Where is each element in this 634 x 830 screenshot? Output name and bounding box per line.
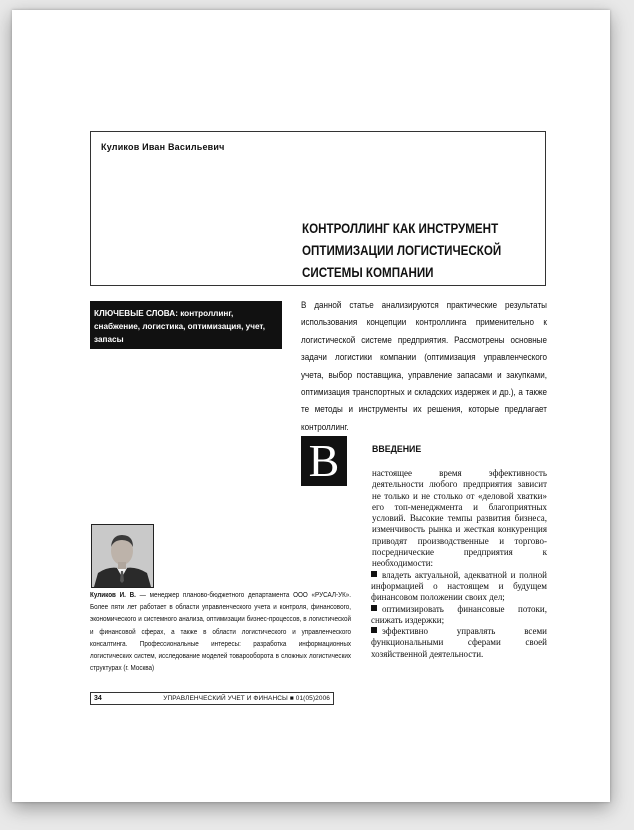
keywords-label: КЛЮЧЕВЫЕ СЛОВА: — [94, 309, 178, 318]
abstract-text: В данной статье анализируются практические результаты использования концепции контроллинга применительно к логистической системе предприятия. Рассмотрены основные задачи логистики компании (оптимизация управленческого учета, выбор поставщика, управление запасами и закупками, оптимизация транспортных и складских издержек и др.), а также те методы и инструменты их решения, которые предлагает контроллинг. — [301, 299, 547, 432]
drop-cap: В — [301, 436, 347, 486]
bullet-text-3: эффективно управлять всеми функциональными сферами своей хозяйственной деятельности. — [371, 626, 547, 659]
page-footer — [90, 692, 334, 705]
title-line-1: КОНТРОЛЛИНГ КАК ИНСТРУМЕНТ — [302, 221, 499, 236]
keywords-text: контроллинг, снабжение, логистика, оптимизация, учет, запасы — [94, 309, 266, 344]
bullet-text-1: владеть актуальной, адекватной и полной информацией о настоящем и будущем финансовом положении своих дел; — [371, 569, 547, 603]
bio-text: — менеджер планово-бюджетного департамента ООО «РУСАЛ-УК». Более пяти лет работает в области управленческого учета и контроля, финансового, экономического и системного анализа, оптимизации бизнес-процессов, в логистической и финансовой сферах, а также в области логистического и управленческого консалтинга. Профессиональные интересы: разработка информационных логистических систем, исследование моделей товарооборота в сложных логистических структурах (г. Москва) — [90, 592, 351, 673]
article-header-box — [90, 131, 546, 286]
author-portrait-icon — [92, 525, 153, 587]
square-bullet-icon — [371, 605, 377, 611]
article-title — [302, 218, 508, 284]
bullet-item-3 — [355, 626, 547, 660]
intro-heading: ВВЕДЕНИЕ — [372, 444, 422, 454]
journal-name: УПРАВЛЕНЧЕСКИЙ УЧЕТ И ФИНАНСЫ ■ 01(05)2006 — [163, 695, 330, 702]
square-bullet-icon — [371, 627, 377, 633]
bullet-text-2: оптимизировать финансовые потоки, снижать издержки; — [371, 603, 547, 625]
intro-first-paragraph: настоящее время эффективность деятельности любого предприятия зависит не только и не столько от «деловой хватки» его топ-менеджмента и благоприятных условий. Высокие темпы развития бизнеса, изменчивость рынка и жесткая конкуренция приводят производственные и торгово-посреднические предприятия к необходимости: — [372, 468, 547, 569]
bio-name: Куликов И. В. — [90, 592, 136, 599]
author-bio — [90, 590, 351, 675]
bullet-item-2 — [355, 604, 547, 627]
title-line-3: СИСТЕМЫ КОМПАНИИ — [302, 265, 434, 280]
author-photo — [91, 524, 154, 588]
intro-body — [355, 468, 547, 660]
journal-page — [12, 10, 610, 802]
square-bullet-icon — [371, 571, 377, 577]
keywords-box — [90, 301, 282, 349]
title-line-2: ОПТИМИЗАЦИИ ЛОГИСТИЧЕСКОЙ — [302, 243, 502, 258]
page-number: 34 — [94, 695, 102, 702]
author-name: Куликов Иван Васильевич — [101, 142, 225, 152]
bullet-item-1 — [355, 570, 547, 604]
